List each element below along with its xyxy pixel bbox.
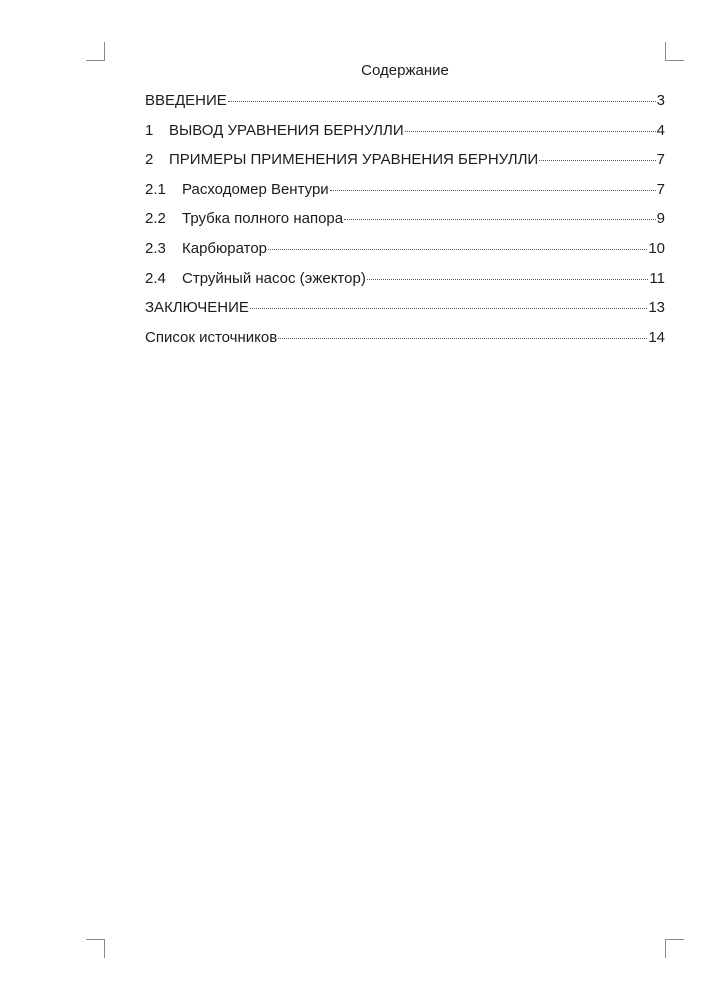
toc-entry-text: Список источников: [145, 328, 278, 346]
toc-dot-leader: [250, 308, 647, 309]
toc-entry-number: 2: [145, 151, 154, 169]
toc-entry-page: 14: [648, 328, 665, 346]
toc-dot-leader: [344, 219, 656, 220]
toc-title: Содержание: [361, 62, 449, 79]
toc-entry-number: 1: [145, 121, 154, 139]
toc-entry[interactable]: [145, 238, 665, 268]
toc-entry-page: 4: [656, 121, 665, 139]
toc-entry-page: 3: [656, 92, 665, 109]
toc-entry-page: 10: [648, 239, 665, 257]
crop-mark-bottom-right: [665, 939, 684, 958]
toc-dot-leader: [278, 338, 647, 339]
toc-entry-page: 7: [656, 151, 665, 169]
toc-dot-leader: [228, 101, 656, 102]
toc-entry-text: ВВЕДЕНИЕ: [145, 92, 227, 109]
toc-entry-number: 2.2: [145, 210, 166, 228]
toc-entry-text: Струйный насос (эжектор): [182, 269, 366, 287]
crop-mark-bottom-left: [86, 939, 105, 958]
toc-dot-leader: [268, 249, 647, 250]
toc-entry-number: 2.3: [145, 239, 166, 257]
toc-dot-leader: [405, 131, 656, 132]
toc-entry[interactable]: [145, 149, 665, 179]
toc-dot-leader: [367, 279, 649, 280]
toc-entry-page: 9: [656, 210, 665, 228]
toc-entry[interactable]: [145, 179, 665, 209]
toc-entry-text: ЗАКЛЮЧЕНИЕ: [145, 299, 249, 317]
toc-entry-text: Трубка полного напора: [182, 210, 344, 228]
toc-entry-page: 11: [649, 269, 665, 287]
toc-entry[interactable]: [145, 90, 665, 120]
toc-entry[interactable]: [145, 268, 665, 298]
toc-entry-page: 13: [648, 299, 665, 317]
toc-entry[interactable]: [145, 208, 665, 238]
toc-entry-text: Расходомер Вентури: [182, 180, 329, 198]
toc-dot-leader: [539, 160, 655, 161]
toc-entry[interactable]: [145, 327, 665, 357]
toc-entry-text: ПРИМЕРЫ ПРИМЕНЕНИЯ УРАВНЕНИЯ БЕРНУЛЛИ: [169, 151, 539, 169]
toc-entry[interactable]: [145, 297, 665, 327]
crop-mark-top-right: [665, 42, 684, 61]
table-of-contents: [145, 90, 665, 356]
toc-entry-page: 7: [656, 180, 665, 198]
toc-entry-text: ВЫВОД УРАВНЕНИЯ БЕРНУЛЛИ: [169, 121, 404, 139]
toc-entry-number: 2.1: [145, 180, 166, 198]
crop-mark-top-left: [86, 42, 105, 61]
toc-dot-leader: [330, 190, 656, 191]
toc-entry[interactable]: [145, 120, 665, 150]
toc-entry-text: Карбюратор: [182, 239, 268, 257]
toc-entry-number: 2.4: [145, 269, 166, 287]
